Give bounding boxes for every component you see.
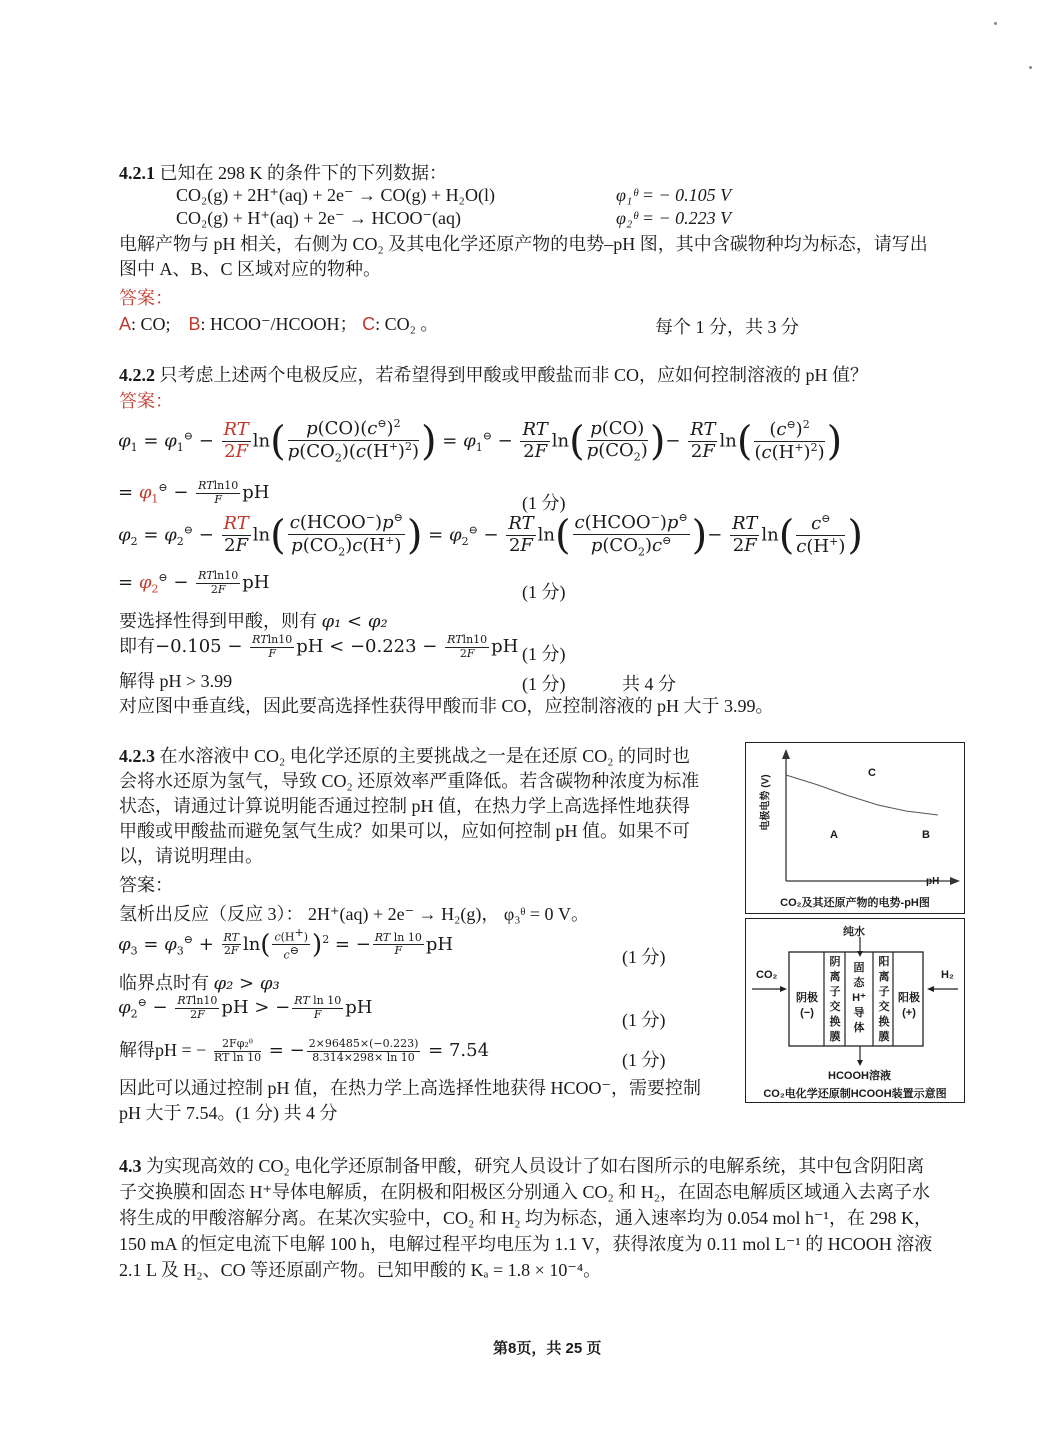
potential-ph-plot — [746, 743, 964, 913]
scan-speck — [1029, 66, 1032, 69]
q422-point-1: (1 分) — [522, 493, 566, 513]
q423-solve-num2: 2×96485×(−0.223) — [308, 1036, 419, 1050]
co2-inlet-label: CO₂ — [756, 969, 778, 981]
anode-label — [895, 991, 923, 1021]
q421-question-1: 电解产物与 pH 相关，右侧为 CO₂ 及其电化学还原产物的电势–pH 图，其中含碳物种均为标态，请写出 — [119, 234, 928, 254]
figure-electrolyzer — [745, 918, 965, 1103]
q423-ineq-text — [0, 0, 1, 1]
cathode-name: 阴极 — [796, 992, 818, 1004]
y-axis-arrow — [782, 749, 790, 759]
q422-eq1b: = $\varphi_1^⊖$ − $\frac{RTln10}{F}$ pH — [118, 479, 270, 506]
q423-conclusion-2: pH 大于 7.54。(1 分) 共 4 分 — [119, 1103, 338, 1123]
q422-solve: 解得 pH > 3.99 — [119, 671, 233, 691]
q423-critical — [119, 972, 280, 995]
q422-point-2: (1 分) — [522, 582, 566, 602]
q422-eq2: $\varphi_2 = \varphi_2^⊖$ − $\frac{RT}{2F}$ ln( $\frac{c(HCOO^-)p^⊖}{p(CO_2)c(H^+)}$ ) = $\varphi_2^⊖$ − $\frac{RT}{2F}$ ln( $\frac{c(HCOO^-)p^⊖}{p(CO_2)c^⊖}$ )− $\frac{RT}{2F}$ ln( $\frac{c^⊖}{c(H^+)}$ ) — [118, 511, 863, 559]
solid-electrolyte-line-3: 导体 — [853, 1007, 865, 1034]
q43-line-2: 子交换膜和固态 H⁺导体电解质，在阴极和阳极区分别通入 CO₂ 和 H₂，在固态电解质区域通入去离子水 — [119, 1182, 931, 1202]
boundary-line — [786, 775, 938, 815]
q423-label: 4.2.3 — [119, 746, 155, 766]
q421-potential-1: φ₁ᶿ = − 0.105 V — [616, 185, 732, 205]
q423-her: 氢析出反应（反应 3）： 2H⁺(aq) + 2e⁻ → H₂(g)， φ₃ᶿ = 0 V。 — [119, 904, 590, 924]
q421-reaction-2: CO₂(g) + H⁺(aq) + 2e⁻ → HCOO⁻(aq) — [176, 208, 462, 228]
q422-select-text: 要选择性得到甲酸，则有 — [119, 611, 317, 631]
q421-question-2: 图中 A、B、C 区域对应的物种。 — [119, 259, 382, 279]
q43-label: 4.3 — [119, 1156, 142, 1176]
answer-value-c: : CO₂ 。 — [375, 314, 439, 334]
q423-question-3: 状态，请通过计算说明能否通过控制 pH 值，在热力学上高选择性地获得 — [119, 796, 690, 816]
q422-select — [119, 610, 388, 633]
q43-text-1: 为实现高效的 CO₂ 电化学还原制备甲酸，研究人员设计了如右图所示的电解系统，其中包含阴阳离 — [146, 1156, 925, 1176]
q423-answer-label: 答案： — [119, 875, 173, 895]
q423-point-3: (1 分) — [622, 1050, 666, 1070]
x-axis-arrow — [950, 877, 960, 885]
q423-solve: 解得pH = − $\frac{\text{2Fφ₂ᶿ}}{\text{RT ln 10}}$ = − $\frac{2\times 96485\times(-0.223)}{8.314\times 298\times \ln 10}$ = 7.54 — [119, 1036, 490, 1064]
q423-conclusion-1: 因此可以通过控制 pH 值，在热力学上高选择性地获得 HCOO⁻，需要控制 — [119, 1078, 702, 1098]
q423-critical-math: φ₂ > φ₃ — [213, 973, 280, 994]
q422-ineq-prefix: 即有 — [119, 636, 155, 656]
answer-value-b: : HCOO⁻/HCOOH； — [200, 314, 358, 334]
q423-question-5: 以，请说明理由。 — [119, 846, 263, 866]
q422-eq1: $\varphi_1 = \varphi_1^⊖$ − $\frac{RT}{2F}$ ln( $\frac{p(CO)(c^⊖)^2}{p(CO_2)(c(H^+)^2)}$ ) = $\varphi_1^⊖$ − $\frac{RT}{2F}$ ln( $\frac{p(CO)}{p(CO_2)}$ )− $\frac{RT}{2F}$ ln( $\frac{(c^⊖)^2}{(c(H^+)^2)}$ ) — [118, 417, 843, 465]
q421-potential-2: φ₂ᶿ = − 0.223 V — [616, 208, 732, 228]
q422-ineq-c: pH — [491, 636, 519, 657]
region-c: C — [868, 767, 876, 779]
solid-electrolyte-line-2: H⁺ — [852, 992, 866, 1004]
q423-question-2: 会将水还原为氢气，导致 CO₂ 还原效率严重降低。若含碳物种浓度为标准 — [119, 771, 700, 791]
anode-sign: (+) — [902, 1007, 916, 1019]
q423-question-1 — [119, 745, 690, 767]
q43-line-5: 2.1 L 及 H₂、CO 等还原副产物。已知甲酸的 Kₐ = 1.8 × 10⁻⁴。 — [119, 1260, 602, 1280]
q423-question-4: 甲酸或甲酸盐而避免氢气生成？如果可以，应如何控制 pH 值。如果不可 — [119, 821, 690, 841]
output-arrow-head — [857, 1060, 863, 1066]
q421-answers — [119, 313, 438, 335]
anode-name: 阳极 — [898, 992, 920, 1004]
q421-label: 4.2.1 — [119, 163, 155, 183]
q423-eq3: $\varphi_3 = \varphi_3^⊖$ + $\frac{RT}{2F}$ ln( $\frac{c(H^+)}{c^⊖}$ )$^2$ = − $\frac{\text{RT ln 10}}{F}$ pH — [118, 926, 454, 962]
page-number: 第8页，共 25 页 — [493, 1340, 602, 1357]
y-axis-label: 电极电势 (V) — [760, 774, 772, 831]
q422-inequality: 即有−0.105 − $\frac{RTln10}{F}$ pH < −0.223 − $\frac{RTln10}{2F}$ pH — [119, 632, 519, 660]
q423-point-2: (1 分) — [622, 1010, 666, 1030]
q421-answer-label: 答案： — [119, 288, 173, 308]
q43-line-3: 将生成的甲酸溶解分离。在某次实验中，CO₂ 和 H₂ 均为标态，通入速率均为 0.054 mol h⁻¹，在 298 K， — [119, 1208, 932, 1228]
q423-solve-den1: RT ln 10 — [214, 1050, 262, 1064]
q422-answer-label: 答案： — [119, 391, 173, 411]
co2-arrow-head — [780, 986, 787, 992]
cathode-sign: (−) — [800, 1007, 814, 1019]
q43-line-4: 150 mA 的恒定电流下电解 100 h，电解过程平均电压为 1.1 V，获得浓度为 0.11 mol L⁻¹ 的 HCOOH 溶液 — [119, 1234, 933, 1254]
answer-value-a: : CO; — [131, 314, 171, 334]
q422-conclusion: 对应图中垂直线，因此要高选择性获得甲酸而非 CO，应控制溶液的 pH 大于 3.99。 — [119, 696, 774, 716]
q423-solve-result: = 7.54 — [428, 1040, 490, 1061]
scan-speck — [994, 22, 997, 25]
cation-membrane-label: 阳离子交换膜 — [878, 956, 890, 1043]
q423-point-1: (1 分) — [622, 947, 666, 967]
q423-question-text: 在水溶液中 CO₂ 电化学还原的主要挑战之一是在还原 CO₂ 的同时也 — [159, 746, 691, 766]
q423-solve-num1: 2Fφ₂ᶿ — [214, 1038, 261, 1052]
q423-solve-den2: 8.314×298× ln 10 — [312, 1050, 415, 1064]
q422-point-4: (1 分) — [522, 674, 566, 694]
q422-select-math: φ₁ < φ₂ — [321, 611, 388, 632]
q422-ineq-b: pH < −0.223 − — [296, 636, 438, 657]
q422-point-3: (1 分) — [522, 644, 566, 664]
q423-critical-text: 临界点时有 — [119, 973, 209, 993]
h2-arrow-head — [927, 986, 934, 992]
region-a: A — [830, 829, 838, 841]
cathode-label — [792, 991, 822, 1021]
anion-membrane-label: 阴离子交换膜 — [829, 956, 841, 1043]
q422-ineq-a: −0.105 − — [155, 636, 243, 657]
answer-key-c: C — [362, 314, 376, 334]
figure2-title: CO₂电化学还原制HCOOH装置示意图 — [763, 1088, 947, 1100]
answer-key-b: B — [188, 314, 201, 334]
q422-label: 4.2.2 — [119, 365, 155, 385]
water-inlet-label: 纯水 — [843, 926, 865, 938]
q422-question — [119, 364, 868, 386]
solid-electrolyte-label — [847, 961, 871, 1036]
q423-solve-prefix: 解得pH = − — [119, 1040, 207, 1060]
q422-total: 共 4 分 — [622, 674, 676, 694]
figure-potential-ph — [745, 742, 965, 914]
h2-inlet-label: H₂ — [941, 969, 954, 981]
q421-reaction-1: CO₂(g) + 2H⁺(aq) + 2e⁻ → CO(g) + H₂O(l) — [176, 185, 495, 205]
figure1-title: CO₂及其还原产物的电势-pH图 — [780, 897, 930, 909]
q421-score: 每个 1 分，共 3 分 — [655, 317, 799, 337]
q422-question-text: 只考虑上述两个电极反应，若希望得到甲酸或甲酸盐而非 CO，应如何控制溶液的 pH 值？ — [159, 365, 868, 385]
q421-intro — [119, 162, 447, 184]
answer-key-a: A — [119, 314, 132, 334]
q423-ineq: $\varphi_2^⊖$ − $\frac{RTln10}{2F}$ pH > − $\frac{\text{RT ln 10}}{F}$ pH — [118, 994, 373, 1021]
q43-line-1 — [119, 1155, 924, 1177]
solid-electrolyte-line-1: 固态 — [853, 962, 865, 989]
hcooh-output-label: HCOOH溶液 — [828, 1070, 891, 1082]
region-b: B — [922, 829, 930, 841]
q422-eq2b: = $\varphi_2^⊖$ − $\frac{RTln10}{2F}$ pH — [118, 569, 270, 596]
q421-intro-text: 已知在 298 K 的条件下的下列数据： — [159, 163, 447, 183]
x-axis-label: pH — [926, 876, 940, 887]
